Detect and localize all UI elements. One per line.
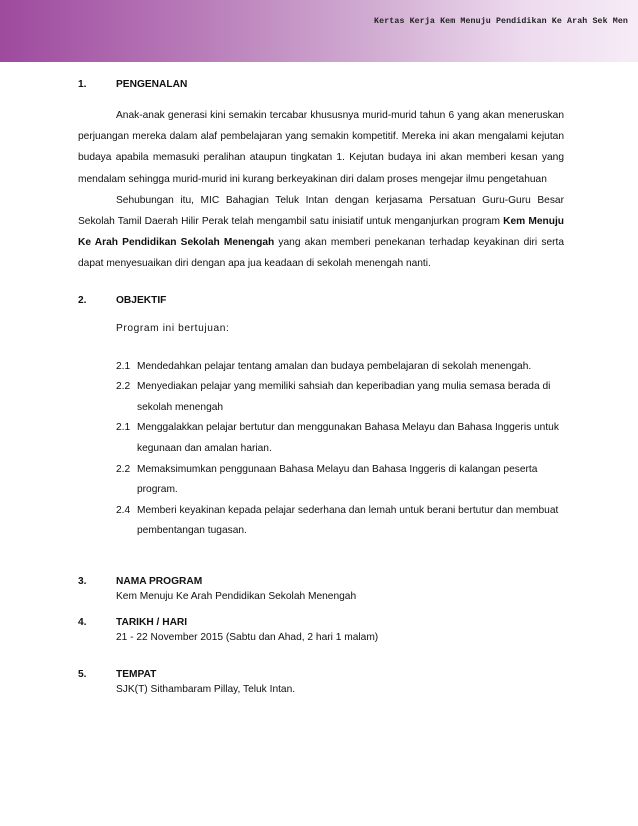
section-title: TEMPAT: [116, 668, 157, 680]
objective-intro: Program ini bertujuan:: [116, 322, 230, 334]
item-text: Menggalakkan pelajar bertutur dan menggunakan Bahasa Melayu dan Bahasa Inggeris untuk kegunaan dan amalan harian.: [137, 422, 559, 454]
section-heading: [78, 79, 564, 95]
section-detail: 21 - 22 November 2015 (Sabtu dan Ahad, 2 hari 1 malam): [116, 631, 379, 643]
item-text: Memberi keyakinan kepada pelajar sederhana dan lemah untuk berani bertutur dan membuat pembentangan tugasan.: [137, 504, 559, 537]
paragraph-intro: Anak-anak generasi kini semakin tercabar khususnya murid-murid tahun 6 yang akan meneruskan perjuangan mereka dalam alaf pembelajaran yang semakin kompetitif. Mereka ini akan mengalami kejutan budaya apabila memasuki peralihan ataupun tingkatan 1. Kejutan budaya ini akan memberi kesan yang mendalam sehingga murid-murid ini kurang berkeyakinan diri dalam proses mengejar ilmu pengetahuan: [78, 110, 564, 185]
objective-list: [116, 357, 564, 542]
item-number: 2.2: [116, 381, 131, 393]
section-detail: SJK(T) Sithambaram Pillay, Teluk Intan.: [116, 683, 296, 695]
section-detail: Kem Menuju Ke Arah Pendidikan Sekolah Menengah: [116, 590, 357, 602]
section-number: 2.: [78, 294, 87, 306]
section-number: 4.: [78, 616, 87, 628]
list-item: [116, 377, 564, 418]
section-heading: [78, 617, 564, 631]
document-header-title: Kertas Kerja Kem Menuju Pendidikan Ke Arah Sek Men: [374, 17, 628, 26]
list-item: [116, 460, 564, 501]
section-heading: [78, 576, 564, 590]
section-title: TARIKH / HARI: [116, 616, 188, 628]
section-number: 5.: [78, 668, 87, 680]
item-text: Mendedahkan pelajar tentang amalan dan budaya pembelajaran di sekolah menengah.: [137, 360, 532, 372]
item-number: 2.2: [116, 463, 131, 475]
item-number: 2.4: [116, 504, 131, 516]
paragraph-program: [78, 190, 564, 275]
section-title: NAMA PROGRAM: [116, 575, 203, 587]
section-pengenalan: [78, 79, 564, 275]
section-title: PENGENALAN: [116, 79, 188, 90]
item-text: Menyediakan pelajar yang memiliki sahsiah dan keperibadian yang mulia semasa berada di sekolah menengah: [137, 381, 551, 413]
document-body: [78, 79, 564, 697]
program-name-bold: Kem Menuju Ke Arah Pendidikan Sekolah Menengah: [78, 216, 564, 249]
section-title: OBJEKTIF: [116, 294, 167, 306]
list-item: [116, 501, 564, 542]
section-number: 3.: [78, 575, 87, 587]
item-number: 2.1: [116, 422, 131, 434]
item-number: 2.1: [116, 360, 131, 372]
section-heading: [78, 669, 564, 683]
section-tarikh-hari: [78, 617, 564, 645]
section-number: 1.: [78, 79, 87, 90]
section-objektif: [78, 295, 564, 542]
section-heading: [78, 295, 564, 311]
header-band: [0, 0, 638, 62]
list-item: [116, 418, 564, 459]
paragraph-text: Sehubungan itu, MIC Bahagian Teluk Intan dengan kerjasama Persatuan Guru-Guru Besar Sekolah Tamil Daerah Hilir Perak telah mengambil satu inisiatif untuk menganjurkan program: [78, 194, 564, 228]
list-item: [116, 357, 564, 378]
item-text: Memaksimumkan penggunaan Bahasa Melayu dan Bahasa Inggeris di kalangan peserta program.: [137, 463, 538, 496]
section-tempat: [78, 669, 564, 697]
section-nama-program: [78, 576, 564, 604]
paragraph-text: yang akan memberi penekanan terhadap keyakinan diri serta dapat menyesuaikan diri dengan apa jua keadaan di sekolah menengah nanti.: [78, 237, 564, 270]
